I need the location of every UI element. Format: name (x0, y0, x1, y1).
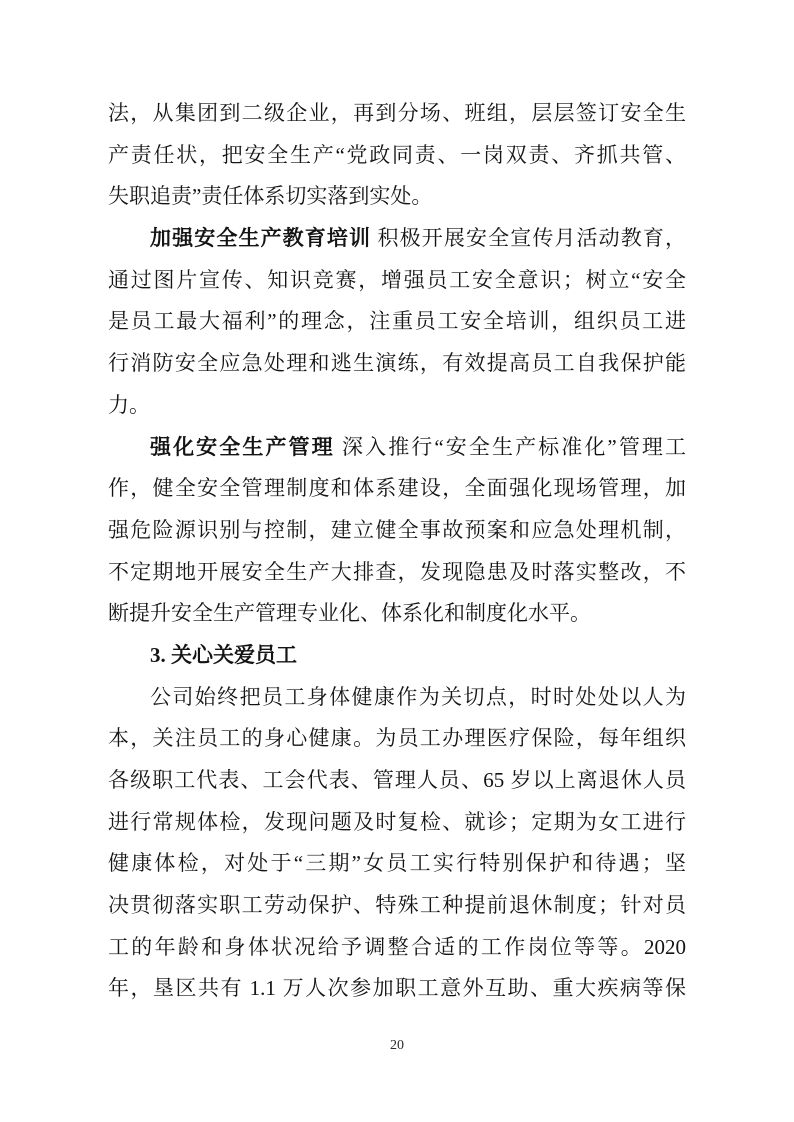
text-run: 各级职工代表、工会代表、管理人员、65 岁以上离退休人员 (108, 768, 686, 792)
text-run: 进行常规体检，发现问题及时复检、就诊；定期为女工进行 (108, 809, 686, 834)
text-line (108, 968, 686, 1010)
text-run: 公司始终把员工身体健康作为关切点，时时处处以人为 (150, 684, 686, 709)
text-run: 决贯彻落实职工劳动保护、特殊工种提前退休制度；针对员 (108, 893, 686, 918)
text-run: 强危险源识别与控制，建立健全事故预案和应急处理机制， (108, 517, 686, 542)
text-line (108, 718, 686, 760)
text-run: 失职追责”责任体系切实落到实处。 (108, 184, 433, 209)
text-line (108, 510, 686, 552)
bold-run: 加强安全生产教育培训 (150, 226, 372, 251)
text-run: 深入推行“安全生产标准化”管理工 (334, 434, 686, 459)
text-run: 法，从集团到二级企业，再到分场、班组，层层签订安全生 (108, 101, 686, 125)
bold-run: 强化安全生产管理 (150, 434, 335, 459)
text-line (108, 760, 686, 802)
text-run: 力。 (108, 392, 150, 417)
text-line (108, 635, 686, 677)
text-line (108, 468, 686, 510)
bold-run: 3. 关心关爱员工 (150, 642, 297, 667)
page-footer (0, 1036, 794, 1054)
text-run: 断提升安全生产管理专业化、体系化和制度化水平。 (108, 601, 591, 626)
text-line (108, 260, 686, 302)
text-line (108, 843, 686, 885)
text-run: 年，垦区共有 1.1 万人次参加职工意外互助、重大疾病等保 (108, 976, 686, 1001)
text-line (108, 301, 686, 343)
text-line (108, 176, 686, 218)
text-line (108, 677, 686, 719)
text-run: 产责任状，把安全生产“党政同责、一岗双责、齐抓共管、 (108, 142, 686, 167)
text-run: 行消防安全应急处理和逃生演练，有效提高员工自我保护能 (108, 351, 686, 376)
text-run: 积极开展安全宣传月活动教育， (371, 226, 687, 251)
text-line (108, 343, 686, 385)
text-line (108, 135, 686, 177)
text-line (108, 593, 686, 635)
text-line (108, 385, 686, 427)
text-line (108, 93, 686, 135)
page-number: 20 (390, 1038, 404, 1053)
text-line (108, 218, 686, 260)
text-run: 不定期地开展安全生产大排查，发现隐患及时落实整改，不 (108, 559, 686, 584)
text-run: 工的年龄和身体状况给予调整合适的工作岗位等等。2020 (108, 934, 686, 959)
text-line (108, 552, 686, 594)
text-run: 作，健全安全管理制度和体系建设，全面强化现场管理，加 (108, 476, 686, 501)
text-run: 通过图片宣传、知识竞赛，增强员工安全意识；树立“安全 (108, 267, 686, 292)
text-run: 是员工最大福利”的理念，注重员工安全培训，组织员工进 (108, 309, 686, 334)
page-content (108, 93, 686, 1010)
text-run: 本，关注员工的身心健康。为员工办理医疗保险，每年组织 (108, 726, 686, 751)
text-line (108, 885, 686, 927)
text-line (108, 427, 686, 469)
text-line (108, 927, 686, 969)
text-line (108, 802, 686, 844)
text-run: 健康体检，对处于“三期”女员工实行特别保护和待遇；坚 (108, 851, 686, 876)
